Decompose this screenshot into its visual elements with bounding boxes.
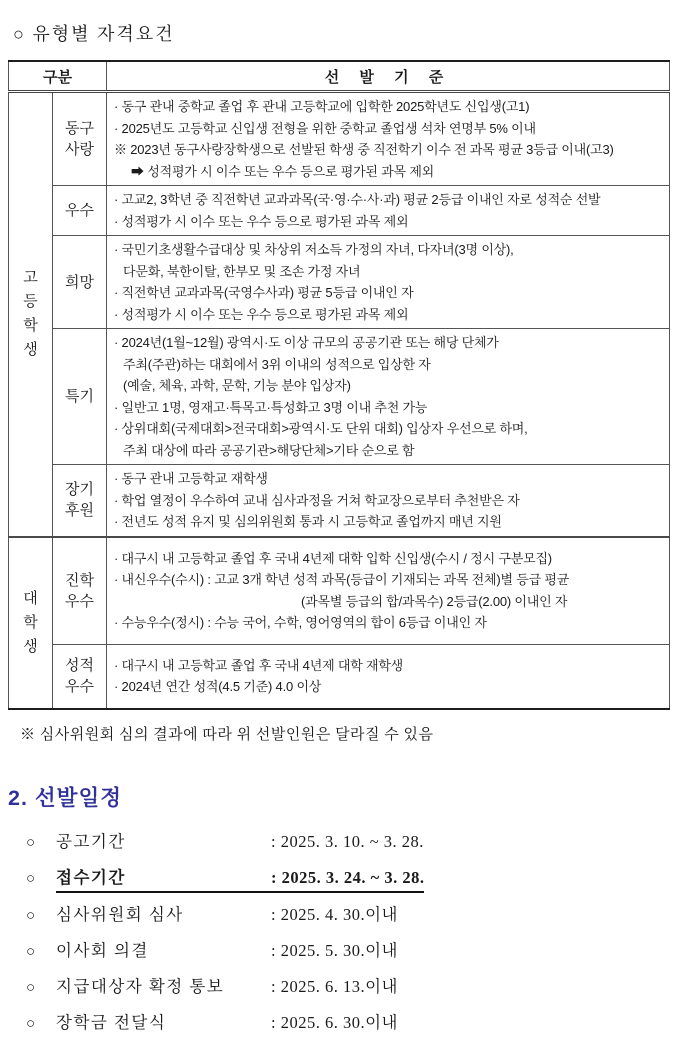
- table-header-row: [9, 61, 670, 92]
- criteria-line: · 2024년(1월~12월) 광역시·도 이상 규모의 공공기관 또는 해당 단체가: [114, 335, 499, 350]
- criteria-line: 주최(주관)하는 대회에서 3위 이내의 성적으로 입상한 자: [123, 356, 431, 372]
- schedule-item: [26, 1010, 672, 1037]
- schedule-label: 공고기간: [56, 831, 126, 851]
- schedule-value: : 2025. 3. 10. ~ 3. 28.: [271, 831, 424, 851]
- category-label: [53, 236, 107, 329]
- category-label-line: 사랑: [65, 141, 94, 158]
- group-label: [9, 537, 53, 709]
- schedule-entry: [56, 974, 398, 1000]
- criteria-cell: [107, 329, 670, 465]
- schedule-value: : 2025. 3. 24. ~ 3. 28.: [271, 867, 425, 887]
- schedule-value: : 2025. 5. 30.이내: [271, 940, 398, 960]
- criteria-cell: [107, 236, 670, 329]
- circle-bullet: ○: [26, 870, 36, 887]
- schedule-entry: [56, 938, 398, 964]
- criteria-line: · 동구 관내 고등학교 재학생: [114, 471, 268, 486]
- circle-bullet: ○: [26, 907, 36, 924]
- category-label: [53, 186, 107, 236]
- circle-bullet: ○: [26, 834, 36, 851]
- schedule-label: 이사회 의결: [56, 940, 149, 960]
- category-label-line: 우수: [65, 592, 94, 610]
- schedule-list: [26, 829, 672, 1037]
- criteria-line: · 직전학년 교과과목(국영수사과) 평균 5등급 이내인 자: [114, 285, 414, 300]
- schedule-value: : 2025. 4. 30.이내: [271, 904, 398, 924]
- category-label-line: 특기: [65, 388, 94, 405]
- category-label-line: 동구: [65, 120, 94, 137]
- table-row: [9, 329, 670, 465]
- schedule-value: : 2025. 6. 30.이내: [271, 1012, 398, 1032]
- table-row: [9, 537, 670, 645]
- criteria-cell: [107, 465, 670, 537]
- criteria-line: · 2024년 연간 성적(4.5 기준) 4.0 이상: [114, 679, 322, 695]
- schedule-entry: [56, 829, 424, 855]
- circle-bullet: ○: [26, 979, 36, 996]
- schedule-item: [26, 865, 672, 893]
- criteria-line: 주최 대상에 따라 공공기관>해당단체>기타 순으로 함: [123, 442, 415, 458]
- criteria-cell: [107, 537, 670, 645]
- schedule-value: : 2025. 6. 13.이내: [271, 976, 398, 996]
- category-label-line: 장기: [65, 481, 94, 499]
- criteria-line: · 성적평가 시 이수 또는 우수 등으로 평가된 과목 제외: [114, 213, 409, 229]
- group-label-char: 학: [23, 317, 38, 335]
- category-label-line: 우수: [65, 202, 94, 219]
- criteria-table: [8, 60, 670, 710]
- schedule-label: 접수기간: [56, 867, 126, 887]
- criteria-cell: [107, 92, 670, 186]
- group-label-char: 대: [23, 589, 38, 607]
- category-label: [53, 645, 107, 709]
- schedule-item: [26, 902, 672, 929]
- table-row: [9, 92, 670, 186]
- schedule-label: 장학금 전달식: [56, 1012, 167, 1032]
- schedule-entry: [56, 865, 424, 893]
- schedule-entry: [56, 1010, 398, 1036]
- page-title: ○ 유형별 자격요건: [13, 24, 175, 44]
- criteria-line: ➡ 성적평가 시 이수 또는 우수 등으로 평가된 과목 제외: [131, 163, 435, 179]
- group-label-char: 생: [23, 341, 38, 359]
- criteria-line: 다문화, 북한이탈, 한부모 및 조손 가정 자녀: [123, 263, 361, 279]
- schedule-item: [26, 829, 672, 856]
- criteria-line: · 일반고 1명, 영재고·특목고·특성화고 3명 이내 추천 가능: [114, 399, 428, 415]
- criteria-line: (과목별 등급의 합/과목수) 2등급(2.00) 이내인 자: [301, 593, 568, 609]
- schedule-item: [26, 938, 672, 965]
- circle-bullet: ○: [26, 943, 36, 960]
- table-row: [9, 186, 670, 236]
- column-header-criteria: 선 발 기 준: [107, 61, 670, 92]
- criteria-line: · 학업 열정이 우수하여 교내 심사과정을 거쳐 학교장으로부터 추천받은 자: [114, 492, 520, 508]
- criteria-line: · 내신우수(수시) : 고교 3개 학년 성적 과목(등급이 기재되는 과목 전체)별 등급 평균: [114, 572, 570, 588]
- section-title-schedule: 2. 선발일정: [8, 785, 122, 810]
- category-label-line: 진학: [65, 571, 94, 589]
- criteria-cell: [107, 645, 670, 709]
- criteria-line: · 고교2, 3학년 중 직전학년 교과과목(국·영·수·사·과) 평균 2등급 이내인 자로 성적순 선발: [114, 192, 601, 207]
- table-footnote: ※ 심사위원회 심의 결과에 따라 위 선발인원은 달라질 수 있음: [20, 726, 434, 743]
- criteria-line: · 대구시 내 고등학교 졸업 후 국내 4년제 대학 입학 신입생(수시 / 정시 구분모집): [114, 550, 552, 566]
- group-label-char: 생: [23, 637, 38, 655]
- category-label: [53, 537, 107, 645]
- category-label: [53, 465, 107, 537]
- table-row: [9, 645, 670, 709]
- circle-bullet: ○: [26, 1015, 36, 1032]
- category-label-line: 희망: [65, 273, 94, 291]
- criteria-line: · 2025년도 고등학교 신입생 전형을 위한 중학교 졸업생 석차 연명부 5% 이내: [114, 120, 536, 136]
- schedule-label: 심사위원회 심사: [56, 904, 184, 924]
- category-label: [53, 329, 107, 465]
- column-header-category: 구분: [9, 61, 107, 92]
- schedule-label: 지급대상자 확정 통보: [56, 976, 225, 996]
- criteria-line: · 상위대회(국제대회>전국대회>광역시·도 단위 대회) 입상자 우선으로 하며,: [114, 421, 528, 436]
- table-row: [9, 465, 670, 537]
- group-label-char: 고: [23, 269, 38, 287]
- criteria-line: · 수능우수(정시) : 수능 국어, 수학, 영어영역의 합이 6등급 이내인 자: [114, 615, 487, 631]
- criteria-cell: [107, 186, 670, 236]
- category-label: [53, 92, 107, 186]
- table-row: [9, 236, 670, 329]
- criteria-line: · 동구 관내 중학교 졸업 후 관내 고등학교에 입학한 2025학년도 신입생(고1): [114, 99, 530, 114]
- criteria-line: · 국민기초생활수급대상 및 차상위 저소득 가정의 자녀, 다자녀(3명 이상),: [114, 242, 514, 257]
- criteria-line: · 전년도 성적 유지 및 심의위원회 통과 시 고등학교 졸업까지 매년 지원: [114, 514, 502, 529]
- criteria-line: · 대구시 내 고등학교 졸업 후 국내 4년제 대학 재학생: [114, 657, 404, 673]
- category-label-line: 성적: [65, 657, 94, 675]
- criteria-line: · 성적평가 시 이수 또는 우수 등으로 평가된 과목 제외: [114, 306, 409, 322]
- group-label: [9, 92, 53, 537]
- criteria-line: ※ 2023년 동구사랑장학생으로 선발된 학생 중 직전학기 이수 전 과목 평균 3등급 이내(고3): [114, 142, 614, 157]
- schedule-entry: [56, 902, 398, 928]
- group-label-char: 등: [23, 293, 38, 311]
- schedule-item: [26, 974, 672, 1001]
- category-label-line: 우수: [65, 678, 94, 696]
- group-label-char: 학: [23, 613, 38, 631]
- criteria-line: (예술, 체육, 과학, 문학, 기능 분야 입상자): [123, 378, 351, 393]
- category-label-line: 후원: [65, 502, 94, 520]
